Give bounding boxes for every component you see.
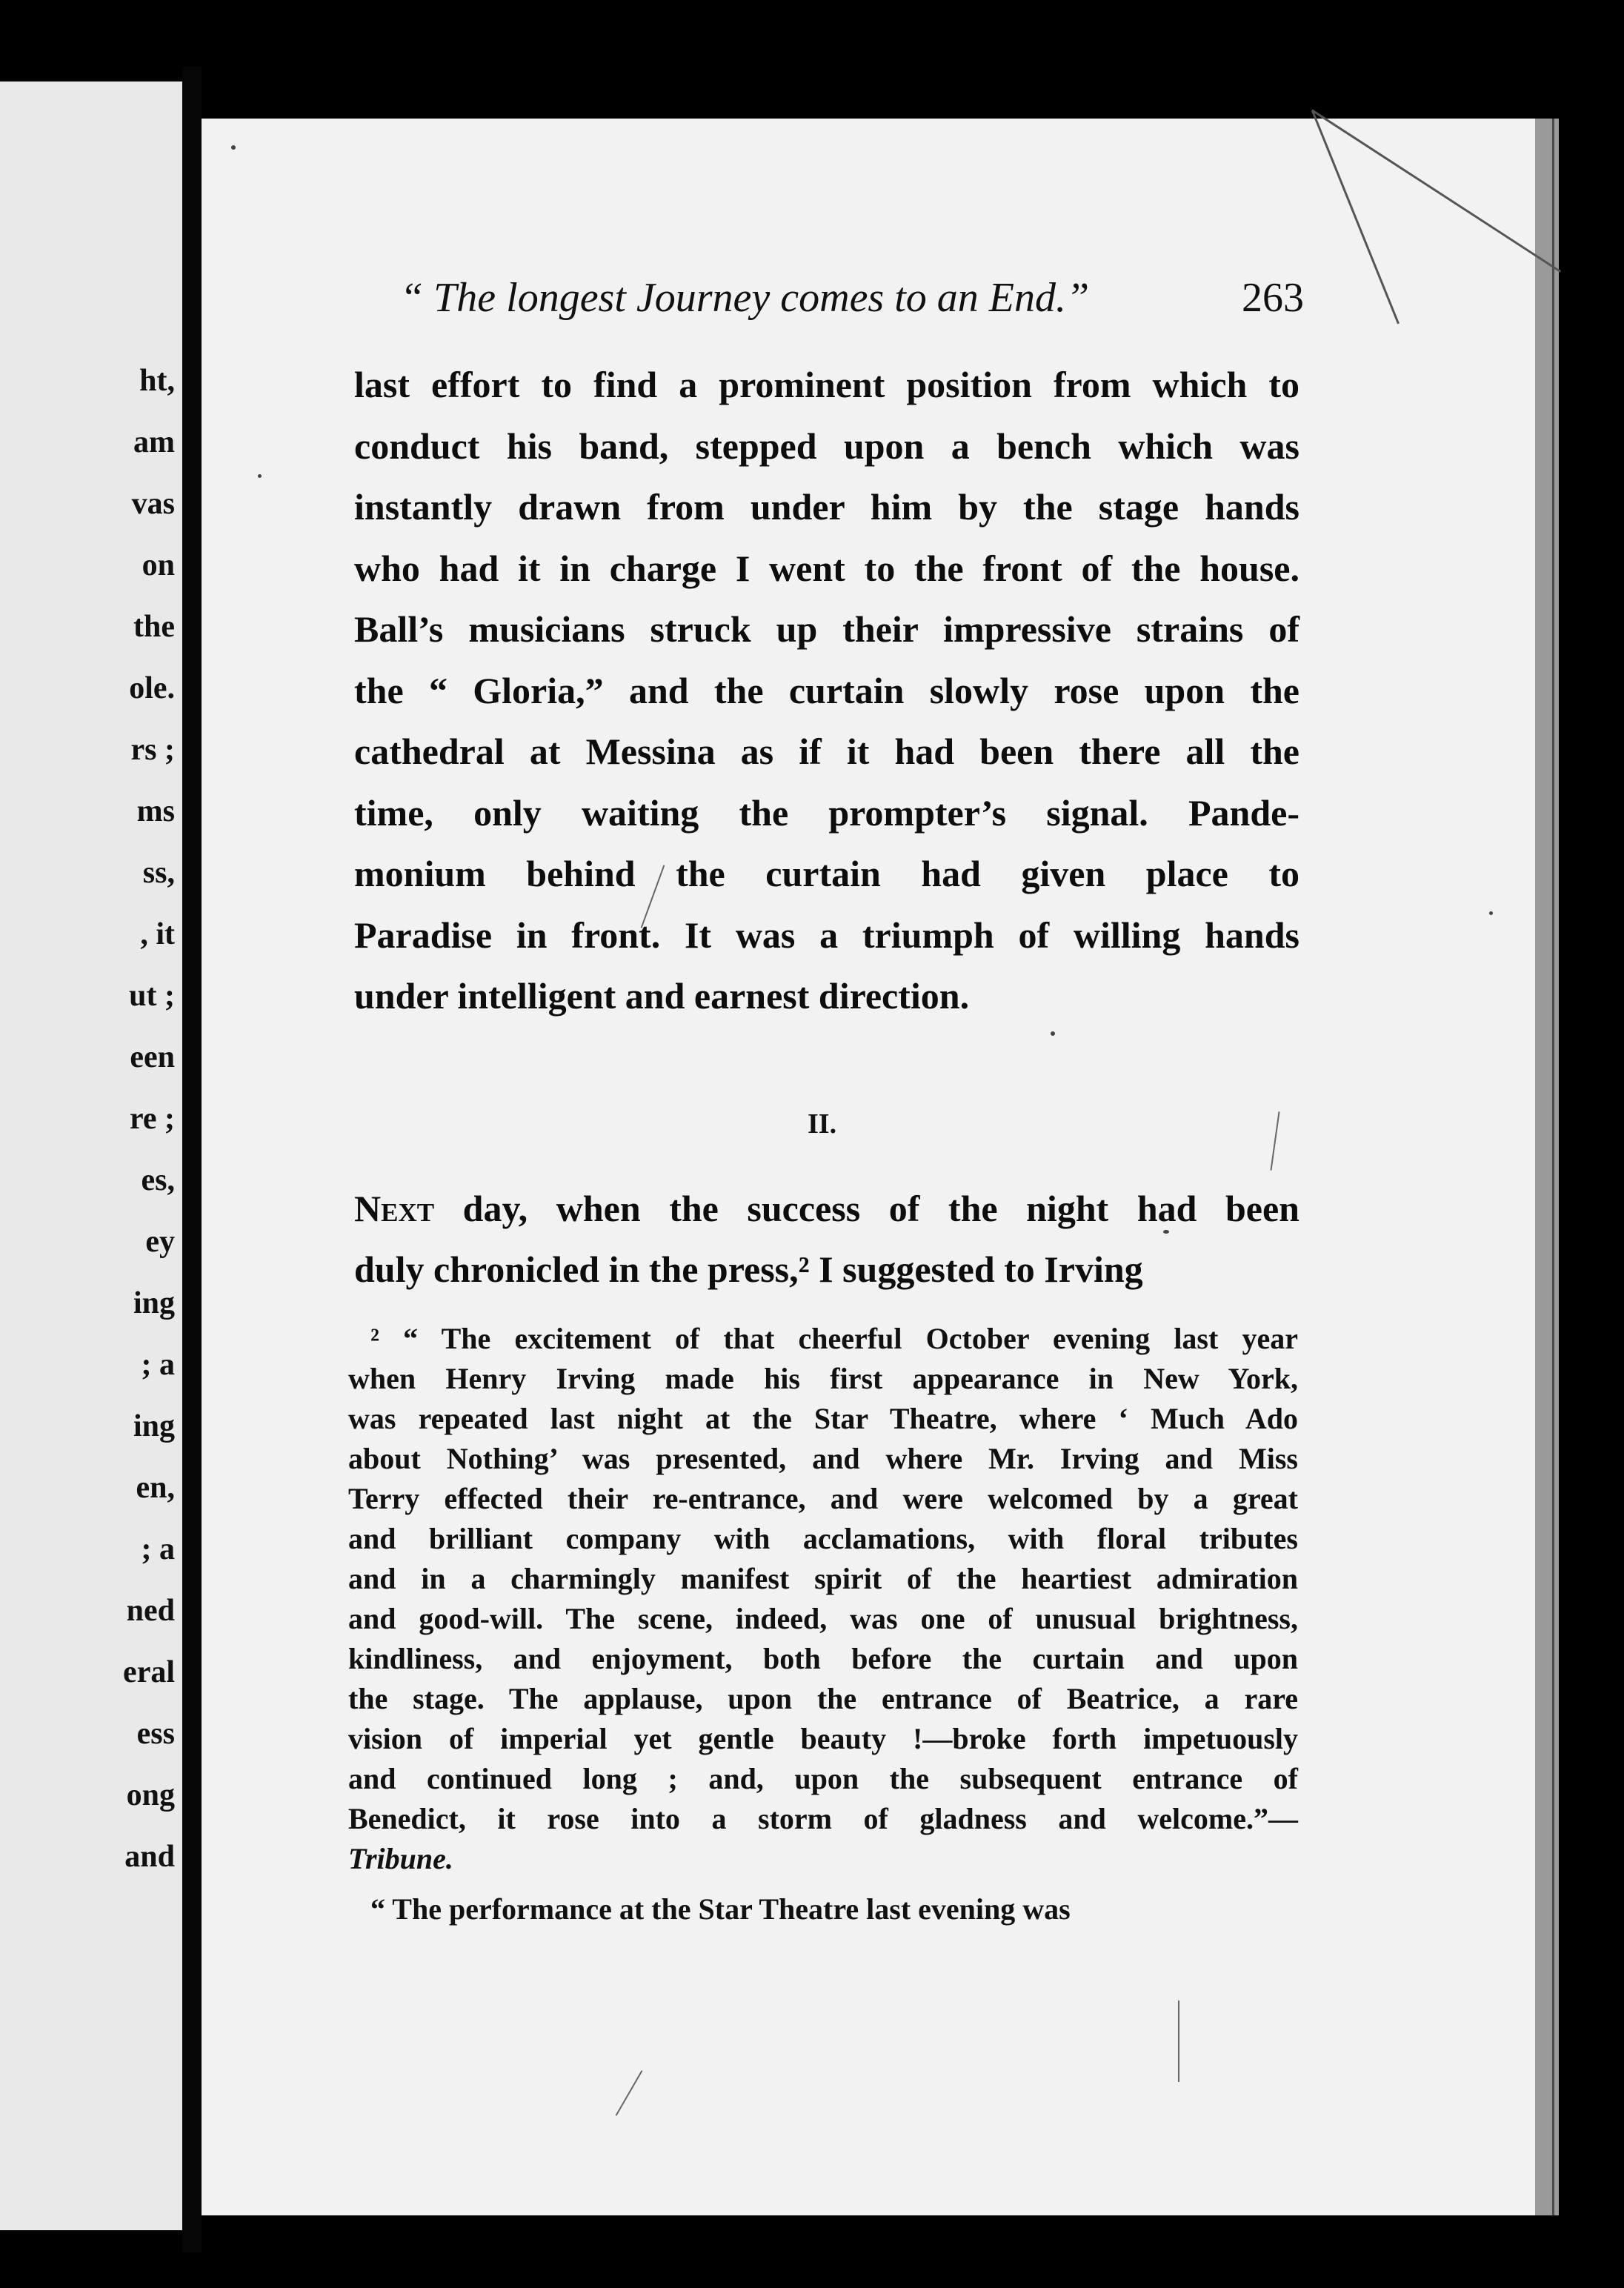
footnote-1-line: Terry effected their re-entrance, and were welcomed by a great (348, 1482, 1298, 1515)
facing-page-text: , it (140, 917, 175, 951)
paper-speck (1051, 1031, 1055, 1036)
paragraph-2 (354, 1178, 1299, 1300)
paragraph-2-lead: Next (354, 1188, 435, 1229)
facing-page-text: es, (141, 1163, 175, 1197)
facing-page-text: ole. (129, 671, 175, 705)
facing-page-text: ing (133, 1409, 175, 1443)
footnote-1-line: and in a charmingly manifest spirit of the heartiest admiration (348, 1562, 1298, 1595)
facing-page-text: vas (131, 487, 175, 521)
paper-speck (1489, 911, 1493, 915)
paragraph-1-line: instantly drawn from under him by the stage hands (354, 486, 1299, 528)
facing-page-text: ey (145, 1225, 175, 1259)
paragraph-1-line: Ball’s musicians struck up their impressive strains of (354, 608, 1299, 650)
footnote-1-line: and brilliant company with acclamations, with floral tributes (348, 1522, 1298, 1555)
paragraph-1-line: who had it in charge I went to the front of the house. (354, 547, 1299, 589)
paragraph-1-line: under intelligent and earnest direction. (354, 975, 970, 1017)
footnote-1-line: ² “ The excitement of that cheerful October evening last year (370, 1322, 1298, 1355)
facing-page-text: rs ; (130, 733, 175, 767)
facing-page-text: am (133, 425, 175, 459)
facing-page-text: re ; (129, 1102, 175, 1136)
footnote-1-line: when Henry Irving made his first appearance in New York, (348, 1362, 1298, 1395)
paragraph-1-line: cathedral at Messina as if it had been there all the (354, 731, 1299, 772)
paper-scratch (1178, 2001, 1179, 2082)
facing-page-text: ; a (141, 1532, 175, 1566)
page-edge (1535, 119, 1559, 2215)
facing-page-text: ut ; (129, 979, 175, 1013)
section-number: II. (808, 1108, 837, 1140)
facing-page-text: ess (136, 1717, 175, 1751)
paragraph-1-line: last effort to find a prominent position from which to (354, 364, 1299, 405)
facing-page-text: ; a (141, 1348, 175, 1382)
paragraph-1-line: time, only waiting the prompter’s signal. Pande- (354, 791, 1299, 834)
footnote-1-line: the stage. The applause, upon the entrance of Beatrice, a rare (348, 1682, 1298, 1715)
facing-page-text: en, (136, 1471, 175, 1505)
paragraph-2-line: duly chronicled in the press,² I suggested to Irving (354, 1248, 1143, 1290)
paragraph-1 (354, 354, 1299, 1027)
paragraph-1-line: the “ Gloria,” and the curtain slowly rose upon the (354, 669, 1299, 711)
footnote-1-line: about Nothing’ was presented, and where Mr. Irving and Miss (348, 1442, 1298, 1475)
footnote-1-line: and continued long ; and, upon the subsequent entrance of (348, 1762, 1298, 1795)
facing-page-text: the (133, 610, 175, 644)
book-gutter (182, 67, 202, 2252)
facing-page-text: on (142, 548, 175, 582)
footnote-1 (348, 1319, 1298, 1839)
running-head (400, 274, 1304, 322)
facing-page-text: ong (126, 1778, 175, 1812)
facing-page-fragment (0, 82, 182, 2230)
facing-page-text: ss, (142, 856, 175, 890)
paragraph-2-line (354, 1178, 1299, 1239)
footnote-1-line: kindliness, and enjoyment, both before the curtain and upon (348, 1642, 1298, 1675)
running-head-title: “ The longest Journey comes to an End.” (400, 275, 1090, 321)
footnote-1-line: vision of imperial yet gentle beauty !—broke forth impetuously (348, 1722, 1298, 1755)
facing-page-text: ing (133, 1286, 175, 1320)
facing-page-text: eral (123, 1655, 175, 1689)
paragraph-1-line: monium behind the curtain had given place to (354, 853, 1299, 894)
facing-page-text: ms (136, 794, 175, 828)
paper-speck (258, 474, 262, 478)
paper-speck (1163, 1230, 1169, 1234)
footnotes (348, 1319, 1298, 1929)
footnote-1-line: Benedict, it rose into a storm of gladness and welcome.”— (348, 1802, 1298, 1835)
footnote-1-line: was repeated last night at the Star Theatre, where ‘ Much Ado (348, 1402, 1298, 1435)
facing-page-text: and (124, 1840, 175, 1874)
facing-page-text: een (130, 1040, 175, 1074)
page-number: 263 (1242, 275, 1304, 321)
footnote-1-source: Tribune. (348, 1842, 453, 1875)
facing-page-text: ht, (139, 364, 175, 398)
footnote-1-line: and good-will. The scene, indeed, was one of unusual brightness, (348, 1602, 1298, 1635)
paragraph-1-line: Paradise in front. It was a triumph of willing hands (354, 914, 1299, 956)
facing-page-text: ned (126, 1594, 175, 1628)
footnote-2: “ The performance at the Star Theatre last evening was (370, 1892, 1071, 1926)
paragraph-1-line: conduct his band, stepped upon a bench which was (354, 425, 1299, 467)
paragraph-2-line-text: day, when the success of the night had been (434, 1188, 1299, 1229)
paper-speck (231, 145, 236, 150)
